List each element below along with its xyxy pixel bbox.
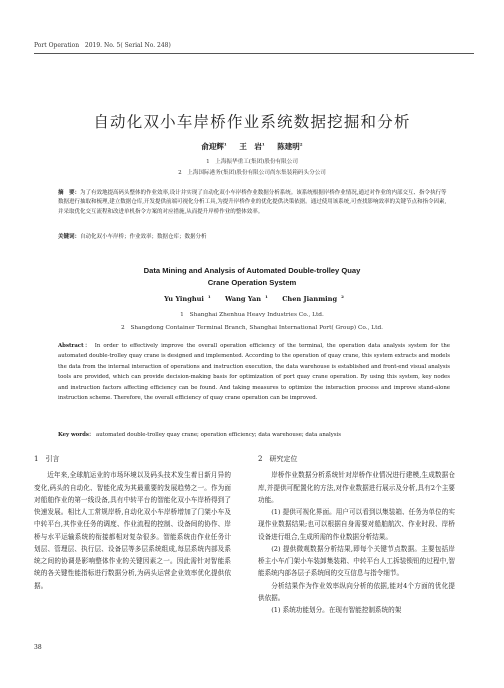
affiliation-cn: 1 上海振华重工(集团)股份有限公司 xyxy=(206,159,298,165)
keywords-en xyxy=(58,430,450,440)
keywords-en-label: Key words： xyxy=(58,432,95,438)
keywords-cn-label: 关键词： xyxy=(58,234,81,240)
abstract-cn-text: 为了有效地提高码头整体的作业效率,设计并实现了自动化双小车岸桥作业数据分析系统。该系统根据岸桥作业情况,通过对作业的内部交互、指令执行等数据进行抽取和梳理,建立数据仓库,开发提供前端可视化分析工具,为提升岸桥作业的优化提供决策依据。通过使用该系统,可查找影响效率的关键节点和指令因素,并采取优化交互流程和改进单机指令方案的对应措施,从而提升岸桥作业的整体效率。 xyxy=(58,190,447,215)
author-list-cn xyxy=(0,141,504,152)
author-en: Chen Jianming $^2$ xyxy=(282,294,344,304)
abstract-cn xyxy=(58,189,450,217)
paper-title-cn: 自动化双小车岸桥作业系统数据挖掘和分析 xyxy=(93,113,411,131)
body-paragraph: (1) 提供可视化界面。用户可以看到以集装箱、任务为单位的实现作业数据结果;也可以根据自身需要对船舶航次、作业时段、岸桥设备进行组合,生成所需的作业数据分析结果。 xyxy=(258,508,455,541)
body-paragraph: 岸桥作业数据分析系统针对岸桥作业情况进行建模,生成数据仓库,并提供可配置化的方法,对作业数据进行展示及分析,具有2个主要功能。 xyxy=(258,471,455,504)
affiliation-en: 1 Shanghai Zhenhua Heavy Industries Co., Ltd. xyxy=(180,312,324,318)
keywords-en-text: automated double-trolley quay crane; operation efficiency; data warehouse; data analysis xyxy=(96,432,342,438)
author-list-en xyxy=(0,294,504,303)
running-header xyxy=(34,42,171,49)
body-paragraph: 近年来,全球航运业的市场环境以及码头技术发生着日新月异的变化,码头的自动化、智能化成为其最重要的发展趋势之一。作为面对船舶作业的第一线设备,具有中转平台的智能化双小车岸桥得到了快速发展。相比人工常规岸桥,自动化双小车岸桥增加了门架小车及中转平台,其作业任务的调度、作业流程的控制、设备间的协作、岸桥与水平运输系统的衔接都相对复杂很多。智能系统由作业任务计划层、管理层、执行层、设备层等多层系统组成,每层系统内部及系统之间的协调是影响整体作业的关键因素之一。因此需针对智能系统的各关键性能指标进行数据分析,为码头运营企业效率优化提供依据。 xyxy=(34,471,231,590)
author-cn: 王 岩$^1$ xyxy=(239,141,265,151)
keywords-cn-text: 自动化双小车岸桥；作业效率；数据仓库；数据分析 xyxy=(80,234,207,240)
author-en: Yu Yinghui $^1$ xyxy=(164,294,211,304)
body-paragraph: (1) 系统功能划分。在现有智能控制系统的架 xyxy=(271,606,402,614)
author-en: Wang Yan $^1$ xyxy=(225,294,268,304)
affiliation-en: 2 Shangdong Container Terminal Branch, Shanghai International Port( Group) Co., Ltd. xyxy=(120,325,384,331)
paper-title-en-line: Data Mining and Analysis of Automated Double-trolley Quay xyxy=(143,266,361,275)
journal-issue: 2019. No. 5( Serial No. 248) xyxy=(84,42,171,49)
body-paragraph: (2) 提供微观数据分析结果,即每个关键节点数据。主要包括岸桥主小车/门架小车装卸集装箱、中转平台人工拆装锁钮的过程中,智能系统内部各层子系统间的交互信息与指令细节。 xyxy=(258,544,455,578)
author-cn: 陈建明$^2$ xyxy=(277,141,303,151)
section-heading: 1 引言 xyxy=(34,455,60,463)
affiliation-cn: 2 上海国际港务(集团)股份有限公司尚东集装箱码头分公司 xyxy=(178,170,326,176)
abstract-en-label: Abstract： xyxy=(58,343,92,349)
body-paragraph: 分析结果作为作业效率纵向分析的依据,能对4个方面的优化提供依据。 xyxy=(258,581,455,602)
header-divider xyxy=(34,53,474,54)
abstract-cn-label: 摘 要： xyxy=(58,190,81,196)
journal-name: Port Operation xyxy=(34,42,80,49)
column-right xyxy=(258,453,455,616)
section-heading: 2 研究定位 xyxy=(258,455,298,463)
keywords-cn xyxy=(58,233,450,242)
page-number: 38 xyxy=(34,644,42,651)
abstract-en-text: In order to effectively improve the overall operation efficiency of the terminal, the operation data analysis system for the automated double-trolley quay crane is designed and implemented. According to the operation of quay crane, this system extracts and models the data from the internal interaction of operations and instruction execution, the data warehouse is established and front-end visual analysis tools are provided, which can provide decision-making basis for optimization of port quay crane operation. By using this system, key nodes and instruction factors affecting efficiency can be found. And taking measures to optimize the interaction process and improve stand-alone instruction scheme. Therefore, the overall efficiency of quay crane operation can be improved. xyxy=(58,343,450,402)
column-left xyxy=(34,453,231,592)
paper-title-en-line: Crane Operation System xyxy=(207,278,297,287)
paper-title-en xyxy=(0,265,504,289)
abstract-en xyxy=(58,341,450,403)
author-cn: 俞迎辉$^1$ xyxy=(201,141,227,151)
